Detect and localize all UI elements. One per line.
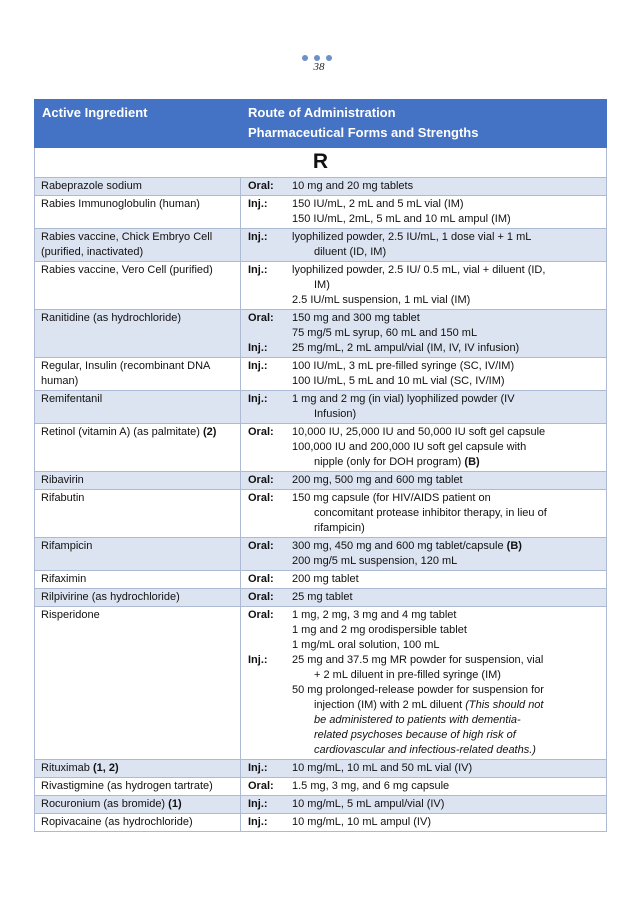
route-label: Inj.:	[248, 198, 268, 210]
form-line	[248, 392, 602, 407]
route-label	[248, 374, 292, 389]
form-line	[248, 623, 602, 638]
form-line	[248, 278, 602, 293]
ingredient-name: Rituximab	[41, 762, 90, 774]
ingredient-name: Rifampicin	[41, 540, 93, 552]
route-label	[248, 293, 292, 308]
ingredient-cell	[35, 358, 241, 391]
table-row	[35, 538, 607, 571]
form-line	[248, 425, 602, 440]
form-line	[248, 590, 602, 605]
form-description: 100 IU/mL, 3 mL pre-filled syringe (SC, IV/IM)	[292, 360, 515, 372]
ingredient-cell	[35, 796, 241, 814]
route-forms-cell	[241, 262, 607, 310]
warning-note: related psychoses because of high risk of	[314, 729, 516, 741]
ingredient-cell	[35, 760, 241, 778]
form-line	[248, 326, 602, 341]
form-line	[248, 797, 602, 812]
form-description: injection (IM) with 2 mL diluent (This should not	[314, 699, 544, 711]
table-row	[35, 358, 607, 391]
form-description: 75 mg/5 mL syrup, 60 mL and 150 mL	[292, 327, 478, 339]
ingredient-name: Rabies Immunoglobulin (human)	[41, 198, 200, 210]
form-line	[248, 311, 602, 326]
form-line	[248, 743, 602, 758]
ingredient-cell	[35, 262, 241, 310]
form-line	[248, 359, 602, 374]
table-row	[35, 229, 607, 262]
form-line	[248, 554, 602, 569]
ingredient-name: Rabeprazole sodium	[41, 180, 142, 192]
form-description: 300 mg, 450 mg and 600 mg tablet/capsule (B)	[292, 540, 522, 552]
ingredient-note-mark: (1)	[168, 798, 182, 810]
form-line	[248, 683, 602, 698]
route-label	[248, 506, 292, 521]
route-label	[248, 212, 292, 227]
form-description: 10 mg/mL, 10 mL and 50 mL vial (IV)	[292, 762, 473, 774]
form-line	[248, 815, 602, 830]
table-row	[35, 571, 607, 589]
form-description: 200 mg, 500 mg and 600 mg tablet	[292, 474, 463, 486]
route-label	[248, 455, 292, 470]
form-line	[248, 638, 602, 653]
form-line	[248, 698, 602, 713]
form-line	[248, 668, 602, 683]
table-row	[35, 424, 607, 472]
table-row	[35, 310, 607, 358]
form-description: 1.5 mg, 3 mg, and 6 mg capsule	[292, 780, 450, 792]
form-line	[248, 779, 602, 794]
ingredient-cell	[35, 607, 241, 760]
form-description: 150 IU/mL, 2 mL and 5 mL vial (IM)	[292, 198, 464, 210]
ingredient-cell	[35, 472, 241, 490]
form-note-mark: (B)	[464, 456, 480, 468]
form-description: 100,000 IU and 200,000 IU soft gel capsule with	[292, 441, 527, 453]
route-label: Oral:	[248, 312, 274, 324]
form-line	[248, 407, 602, 422]
route-label	[248, 698, 292, 713]
form-line	[248, 455, 602, 470]
route-forms-cell	[241, 778, 607, 796]
header-route-forms	[241, 100, 607, 148]
route-label	[248, 326, 292, 341]
warning-note: cardiovascular and infectious-related deaths.)	[314, 744, 536, 756]
form-description: 10 mg and 20 mg tablets	[292, 180, 414, 192]
form-line	[248, 263, 602, 278]
form-description	[292, 713, 602, 728]
ingredient-cell	[35, 229, 241, 262]
route-label: Inj.:	[248, 654, 268, 666]
form-line	[248, 473, 602, 488]
form-description: rifampicin)	[314, 522, 365, 534]
table-row	[35, 391, 607, 424]
form-line	[248, 506, 602, 521]
form-description: 1 mg, 2 mg, 3 mg and 4 mg tablet	[292, 609, 457, 621]
table-row	[35, 490, 607, 538]
route-forms-cell	[241, 814, 607, 832]
route-label: Inj.:	[248, 816, 268, 828]
form-line	[248, 491, 602, 506]
form-description: 1 mg and 2 mg orodispersible tablet	[292, 624, 467, 636]
ingredient-cell	[35, 589, 241, 607]
route-forms-cell	[241, 310, 607, 358]
form-line	[248, 197, 602, 212]
form-description: diluent (ID, IM)	[314, 246, 387, 258]
route-forms-cell	[241, 607, 607, 760]
form-description: IM)	[314, 279, 330, 291]
form-note-mark: (B)	[506, 540, 522, 552]
form-description: Infusion)	[314, 408, 357, 420]
form-description: 100 IU/mL, 5 mL and 10 mL vial (SC, IV/IM)	[292, 375, 505, 387]
ingredient-cell	[35, 814, 241, 832]
warning-note: be administered to patients with dementia-	[314, 714, 521, 726]
route-label: Oral:	[248, 474, 274, 486]
route-forms-cell	[241, 391, 607, 424]
route-label	[248, 407, 292, 422]
form-line	[248, 539, 602, 554]
table-row	[35, 778, 607, 796]
route-forms-cell	[241, 358, 607, 391]
form-description: 50 mg prolonged-release powder for suspension for	[292, 684, 544, 696]
route-label: Oral:	[248, 426, 274, 438]
route-label	[248, 554, 292, 569]
form-description: 200 mg/5 mL suspension, 120 mL	[292, 555, 458, 567]
route-forms-cell	[241, 760, 607, 778]
form-line	[248, 572, 602, 587]
form-line	[248, 245, 602, 260]
form-line	[248, 341, 602, 356]
route-label	[248, 713, 292, 728]
section-letter: R	[35, 148, 607, 178]
route-forms-cell	[241, 196, 607, 229]
form-description: 150 IU/mL, 2mL, 5 mL and 10 mL ampul (IM)	[292, 213, 511, 225]
form-description: 10 mg/mL, 10 mL ampul (IV)	[292, 816, 431, 828]
ingredient-cell	[35, 391, 241, 424]
drug-table	[34, 99, 607, 832]
ingredient-cell	[35, 778, 241, 796]
table-row	[35, 796, 607, 814]
route-label: Oral:	[248, 780, 274, 792]
form-description: 10,000 IU, 25,000 IU and 50,000 IU soft gel capsule	[292, 426, 546, 438]
form-description	[292, 743, 602, 758]
route-label	[248, 668, 292, 683]
ingredient-name: Risperidone	[41, 609, 100, 621]
ingredient-cell	[35, 424, 241, 472]
ingredient-name: Regular, Insulin (recombinant DNA human)	[41, 360, 210, 387]
ingredient-name: Ropivacaine (as hydrochloride)	[41, 816, 193, 828]
form-description	[292, 728, 602, 743]
ingredient-name: Rifabutin	[41, 492, 85, 504]
ingredient-cell	[35, 310, 241, 358]
form-line	[248, 728, 602, 743]
form-description: 25 mg tablet	[292, 591, 353, 603]
route-forms-cell	[241, 490, 607, 538]
form-description: 25 mg and 37.5 mg MR powder for suspension, vial	[292, 654, 544, 666]
section-letter-row	[35, 148, 607, 178]
table-row	[35, 178, 607, 196]
form-description: 10 mg/mL, 5 mL ampul/vial (IV)	[292, 798, 445, 810]
form-description: 1 mg/mL oral solution, 100 mL	[292, 639, 440, 651]
ingredient-name: Rifaximin	[41, 573, 87, 585]
ingredient-cell	[35, 538, 241, 571]
route-label: Oral:	[248, 180, 274, 192]
table-row	[35, 589, 607, 607]
table-header-row	[35, 100, 607, 148]
form-line	[248, 608, 602, 623]
ingredient-name: Rocuronium (as bromide)	[41, 798, 166, 810]
route-forms-cell	[241, 472, 607, 490]
form-line	[248, 713, 602, 728]
page-number: 38	[313, 61, 325, 73]
route-forms-cell	[241, 229, 607, 262]
route-label: Inj.:	[248, 798, 268, 810]
warning-note: (This should not	[465, 699, 544, 711]
form-line	[248, 521, 602, 536]
route-label	[248, 728, 292, 743]
form-description: 150 mg capsule (for HIV/AIDS patient on	[292, 492, 491, 504]
route-label	[248, 521, 292, 536]
form-line	[248, 374, 602, 389]
route-forms-cell	[241, 571, 607, 589]
form-line	[248, 440, 602, 455]
form-description: nipple (only for DOH program) (B)	[314, 456, 480, 468]
table-row	[35, 607, 607, 760]
ingredient-note-mark: (1, 2)	[92, 762, 119, 774]
ingredient-cell	[35, 571, 241, 589]
ingredient-name: Ribavirin	[41, 474, 84, 486]
route-label: Oral:	[248, 573, 274, 585]
table-row	[35, 196, 607, 229]
route-forms-cell	[241, 796, 607, 814]
route-label: Oral:	[248, 591, 274, 603]
ingredient-name: Ranitidine (as hydrochloride)	[41, 312, 182, 324]
table-row	[35, 262, 607, 310]
header-forms-label: Pharmaceutical Forms and Strengths	[248, 125, 479, 140]
route-label: Inj.:	[248, 360, 268, 372]
ingredient-name: Retinol (vitamin A) (as palmitate)	[41, 426, 200, 438]
route-label	[248, 683, 292, 698]
table-row	[35, 472, 607, 490]
route-label: Inj.:	[248, 762, 268, 774]
ingredient-name: Rilpivirine (as hydrochloride)	[41, 591, 180, 603]
form-description: 200 mg tablet	[292, 573, 359, 585]
route-label: Oral:	[248, 609, 274, 621]
form-description: 1 mg and 2 mg (in vial) lyophilized powder (IV	[292, 393, 515, 405]
form-description: lyophilized powder, 2.5 IU/mL, 1 dose vial + 1 mL	[292, 231, 532, 243]
route-forms-cell	[241, 178, 607, 196]
ingredient-cell	[35, 178, 241, 196]
form-description: concomitant protease inhibitor therapy, in lieu of	[314, 507, 547, 519]
route-label	[248, 743, 292, 758]
form-description: 2.5 IU/mL suspension, 1 mL vial (IM)	[292, 294, 471, 306]
form-line	[248, 293, 602, 308]
route-label	[248, 440, 292, 455]
route-forms-cell	[241, 538, 607, 571]
form-description: 150 mg and 300 mg tablet	[292, 312, 420, 324]
form-line	[248, 212, 602, 227]
route-label: Inj.:	[248, 231, 268, 243]
route-label	[248, 638, 292, 653]
route-label: Oral:	[248, 492, 274, 504]
table-row	[35, 760, 607, 778]
table-row	[35, 814, 607, 832]
form-line	[248, 230, 602, 245]
route-label	[248, 623, 292, 638]
route-label	[248, 278, 292, 293]
route-label: Inj.:	[248, 342, 268, 354]
header-active-ingredient: Active Ingredient	[35, 100, 241, 148]
route-label	[248, 245, 292, 260]
ingredient-name: Rabies vaccine, Chick Embryo Cell (purified, inactivated)	[41, 231, 213, 258]
form-description: lyophilized powder, 2.5 IU/ 0.5 mL, vial + diluent (ID,	[292, 264, 546, 276]
form-line	[248, 179, 602, 194]
form-line	[248, 653, 602, 668]
ingredient-cell	[35, 196, 241, 229]
ingredient-name: Rabies vaccine, Vero Cell (purified)	[41, 264, 213, 276]
route-label: Oral:	[248, 540, 274, 552]
route-label: Inj.:	[248, 393, 268, 405]
ingredient-note-mark: (2)	[203, 426, 217, 438]
route-label: Inj.:	[248, 264, 268, 276]
header-route-label: Route of Administration	[248, 105, 396, 120]
ingredient-cell	[35, 490, 241, 538]
form-line	[248, 761, 602, 776]
route-forms-cell	[241, 589, 607, 607]
form-description: + 2 mL diluent in pre-filled syringe (IM)	[314, 669, 501, 681]
ingredient-name: Remifentanil	[41, 393, 103, 405]
form-description: 25 mg/mL, 2 mL ampul/vial (IM, IV, IV infusion)	[292, 342, 520, 354]
route-forms-cell	[241, 424, 607, 472]
ingredient-name: Rivastigmine (as hydrogen tartrate)	[41, 780, 213, 792]
